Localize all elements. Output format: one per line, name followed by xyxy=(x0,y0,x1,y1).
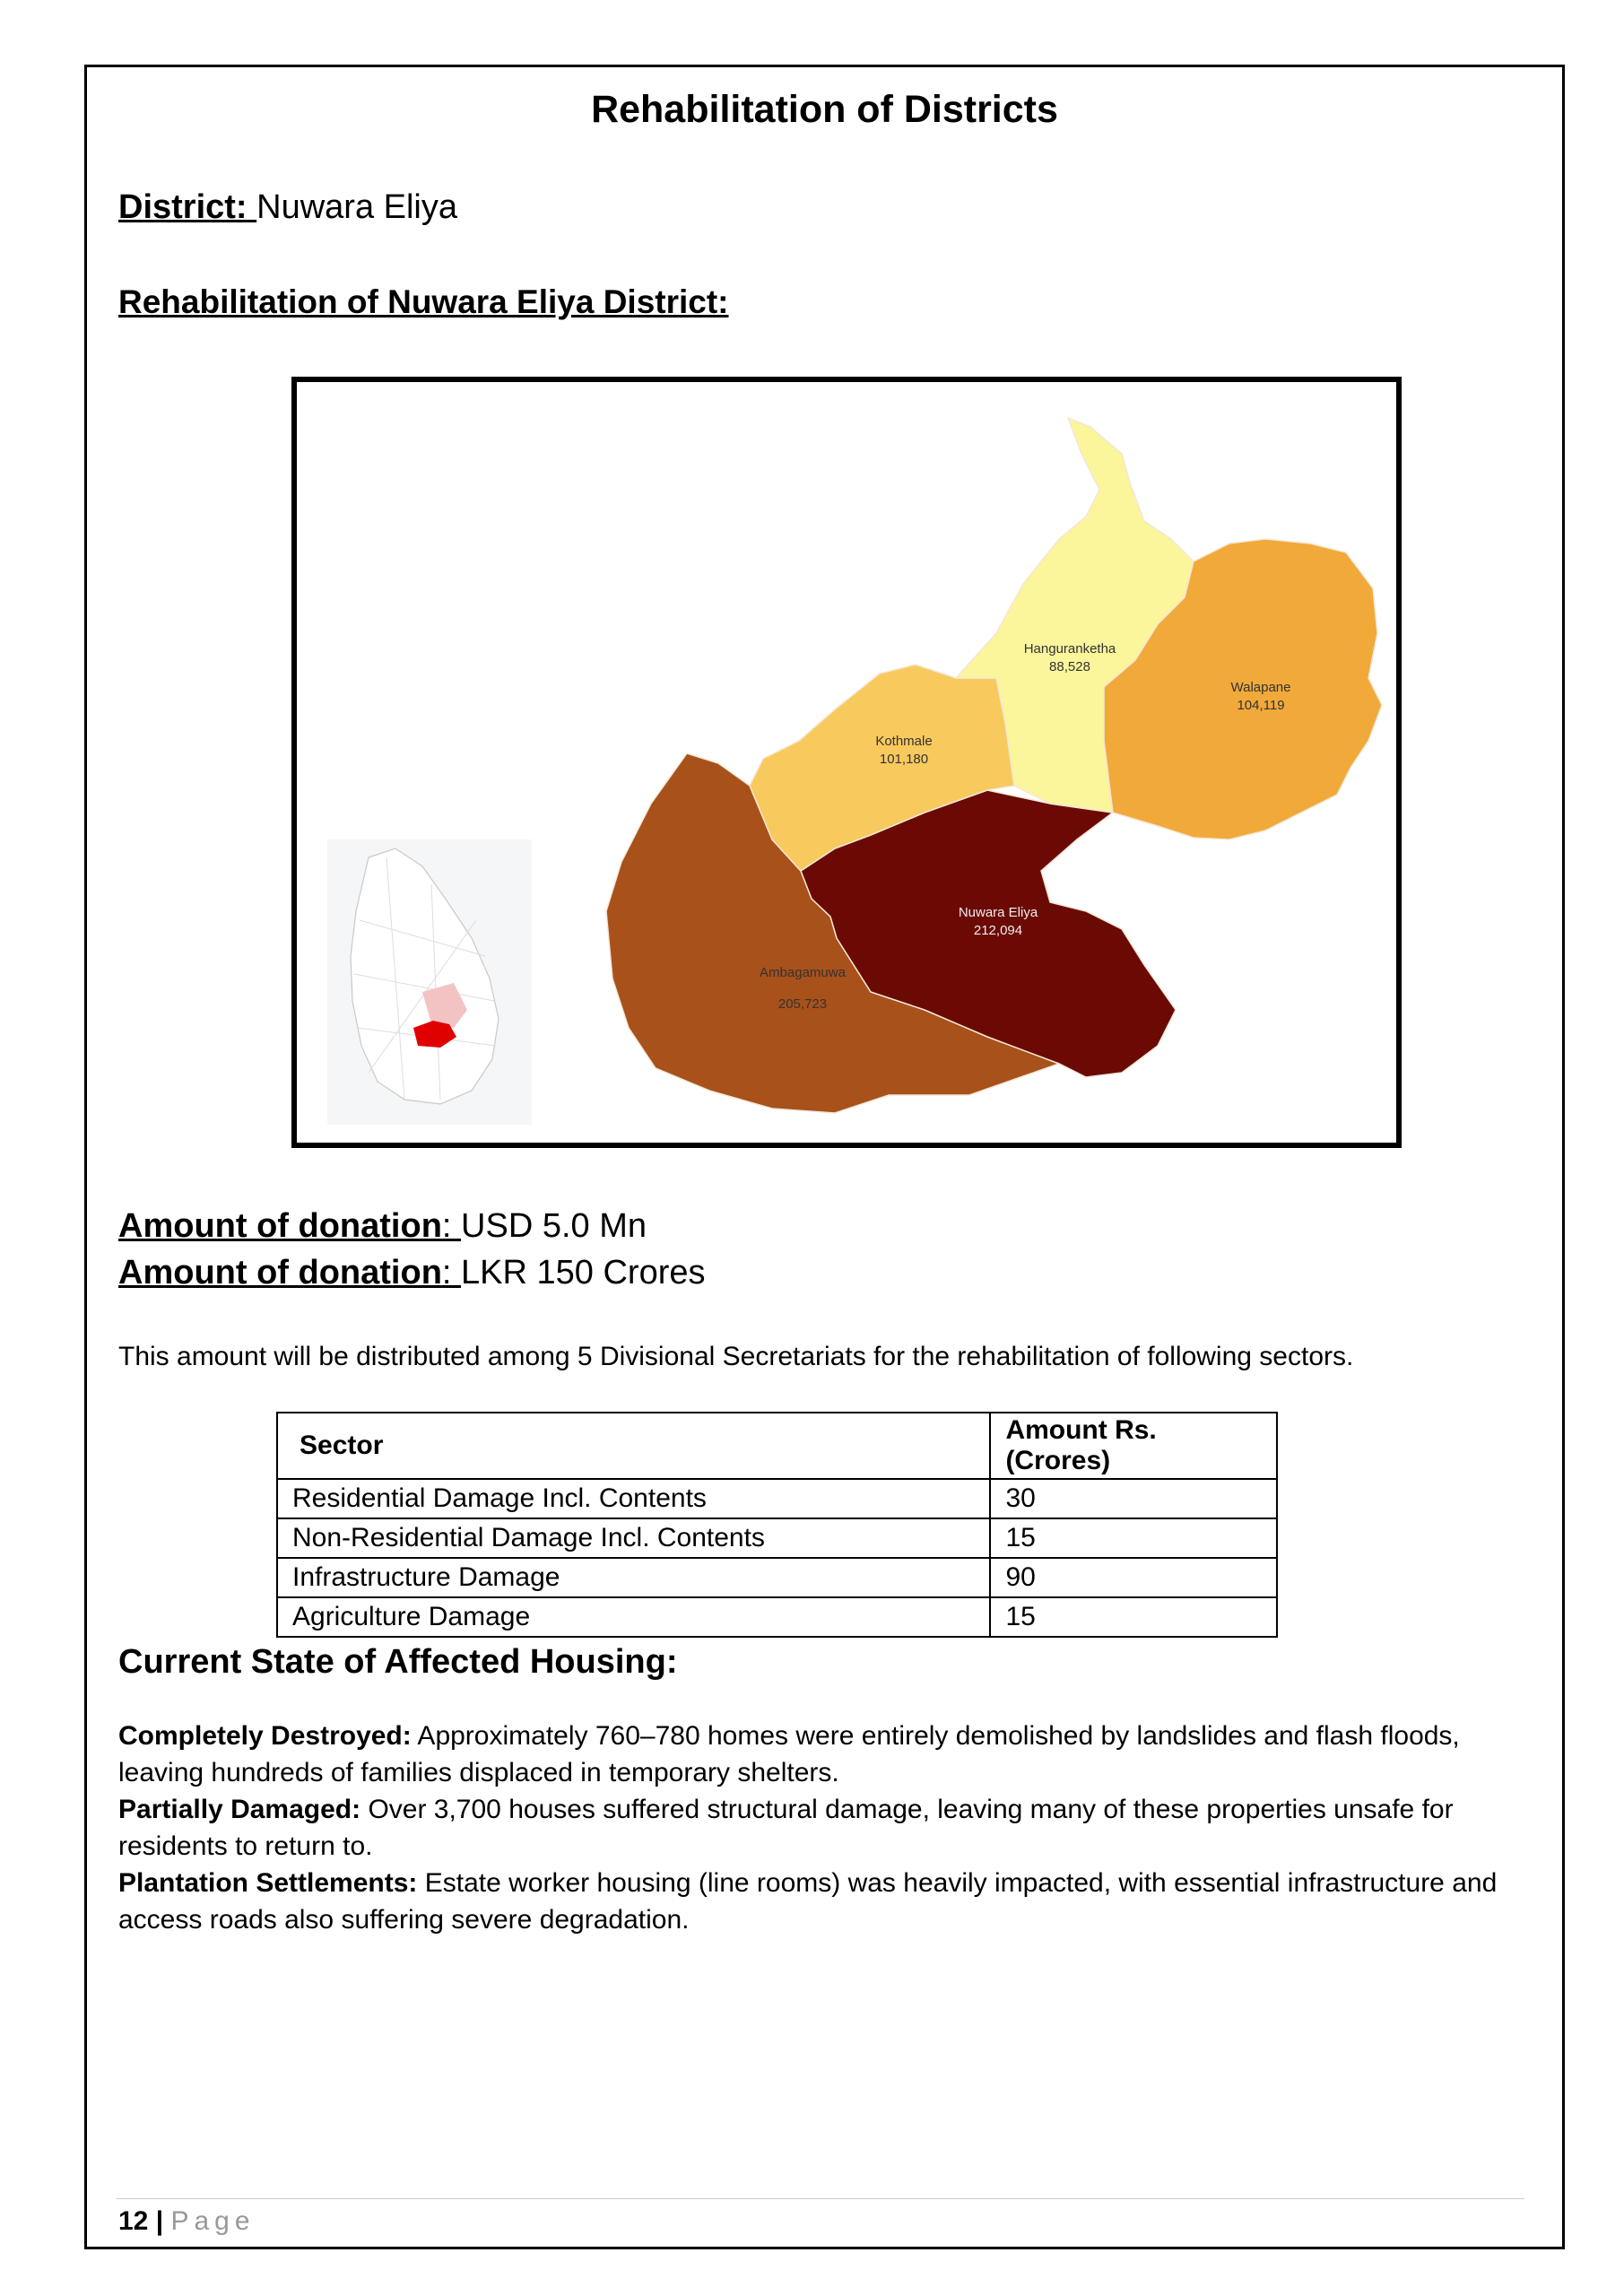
footer-rule xyxy=(117,2198,1524,2199)
donation-lkr-label: Amount of donation xyxy=(118,1254,442,1292)
donation-usd-colon: : xyxy=(441,1207,462,1245)
donation-usd xyxy=(118,1207,647,1246)
table-row xyxy=(277,1518,1277,1558)
table-cell-amount: 30 xyxy=(990,1479,1277,1518)
donation-lkr-value: LKR 150 Crores xyxy=(461,1254,706,1292)
table-row xyxy=(277,1558,1277,1597)
donation-lkr-colon: : xyxy=(441,1254,462,1292)
table-row xyxy=(277,1479,1277,1518)
table-cell-amount: 90 xyxy=(990,1558,1277,1597)
table-cell-sector: Agriculture Damage xyxy=(277,1597,990,1637)
region-nuwara-eliya-name: Nuwara Eliya xyxy=(958,905,1038,920)
donation-usd-value: USD 5.0 Mn xyxy=(461,1207,647,1245)
sector-table xyxy=(276,1412,1278,1638)
page-word: Page xyxy=(170,2206,256,2236)
donation-lkr xyxy=(118,1254,706,1292)
district-map xyxy=(291,377,1402,1148)
housing-item-partial xyxy=(118,1791,1517,1865)
district-map-svg xyxy=(297,382,1396,1143)
housing-title: Current State of Affected Housing: xyxy=(118,1643,678,1681)
header-sector: Sector xyxy=(277,1413,990,1479)
housing-item-text: Over 3,700 houses suffered structural damage, leaving many of these properties unsafe for residents to return to. xyxy=(118,1795,1454,1861)
distribution-text: This amount will be distributed among 5 Divisional Secretariats for the rehabilitation of following sectors. xyxy=(118,1342,1354,1371)
housing-item-plantation xyxy=(118,1865,1517,1938)
inset-sri-lanka-map xyxy=(327,839,532,1125)
page-number: 12 xyxy=(118,2206,149,2236)
table-cell-sector: Residential Damage Incl. Contents xyxy=(277,1479,990,1518)
page-title: Rehabilitation of Districts xyxy=(591,88,1058,131)
region-ambagamuwa-name: Ambagamuwa xyxy=(760,965,846,980)
district-value: Nuwara Eliya xyxy=(256,188,458,226)
region-walapane-name: Walapane xyxy=(1230,680,1291,695)
region-walapane-value: 104,119 xyxy=(1237,698,1285,713)
region-kothmale-name: Kothmale xyxy=(875,734,933,749)
housing-item-label: Plantation Settlements: xyxy=(118,1868,418,1898)
district-label: District: xyxy=(118,188,257,226)
donation-usd-label: Amount of donation xyxy=(118,1207,442,1245)
table-cell-sector: Infrastructure Damage xyxy=(277,1558,990,1597)
region-nuwara-eliya-value: 212,094 xyxy=(973,923,1023,938)
housing-item-label: Completely Destroyed: xyxy=(118,1721,412,1751)
table-row xyxy=(277,1597,1277,1637)
housing-item-destroyed xyxy=(118,1718,1517,1791)
region-ambagamuwa-value: 205,723 xyxy=(777,996,828,1012)
region-hanguranketha-name: Hanguranketha xyxy=(1023,641,1116,657)
housing-item-text: Estate worker housing (line rooms) was heavily impacted, with essential infrastructure and access roads also suffering severe degradation. xyxy=(118,1868,1498,1935)
region-kothmale-value: 101,180 xyxy=(879,752,929,767)
page-separator: | xyxy=(148,2206,171,2236)
table-cell-amount: 15 xyxy=(990,1518,1277,1558)
district-line xyxy=(118,188,457,227)
table-cell-sector: Non-Residential Damage Incl. Contents xyxy=(277,1518,990,1558)
table-header-row xyxy=(277,1413,1277,1479)
table-cell-amount: 15 xyxy=(990,1597,1277,1637)
header-amount: Amount Rs. (Crores) xyxy=(990,1413,1277,1479)
housing-item-text: Approximately 760–780 homes were entirely demolished by landslides and flash floods, leaving hundreds of families displaced in temporary shelters. xyxy=(118,1721,1460,1787)
housing-item-label: Partially Damaged: xyxy=(118,1795,361,1824)
page-footer xyxy=(118,2206,256,2237)
region-hanguranketha-value: 88,528 xyxy=(1049,659,1090,674)
rehabilitation-subheading: Rehabilitation of Nuwara Eliya District: xyxy=(118,283,729,320)
